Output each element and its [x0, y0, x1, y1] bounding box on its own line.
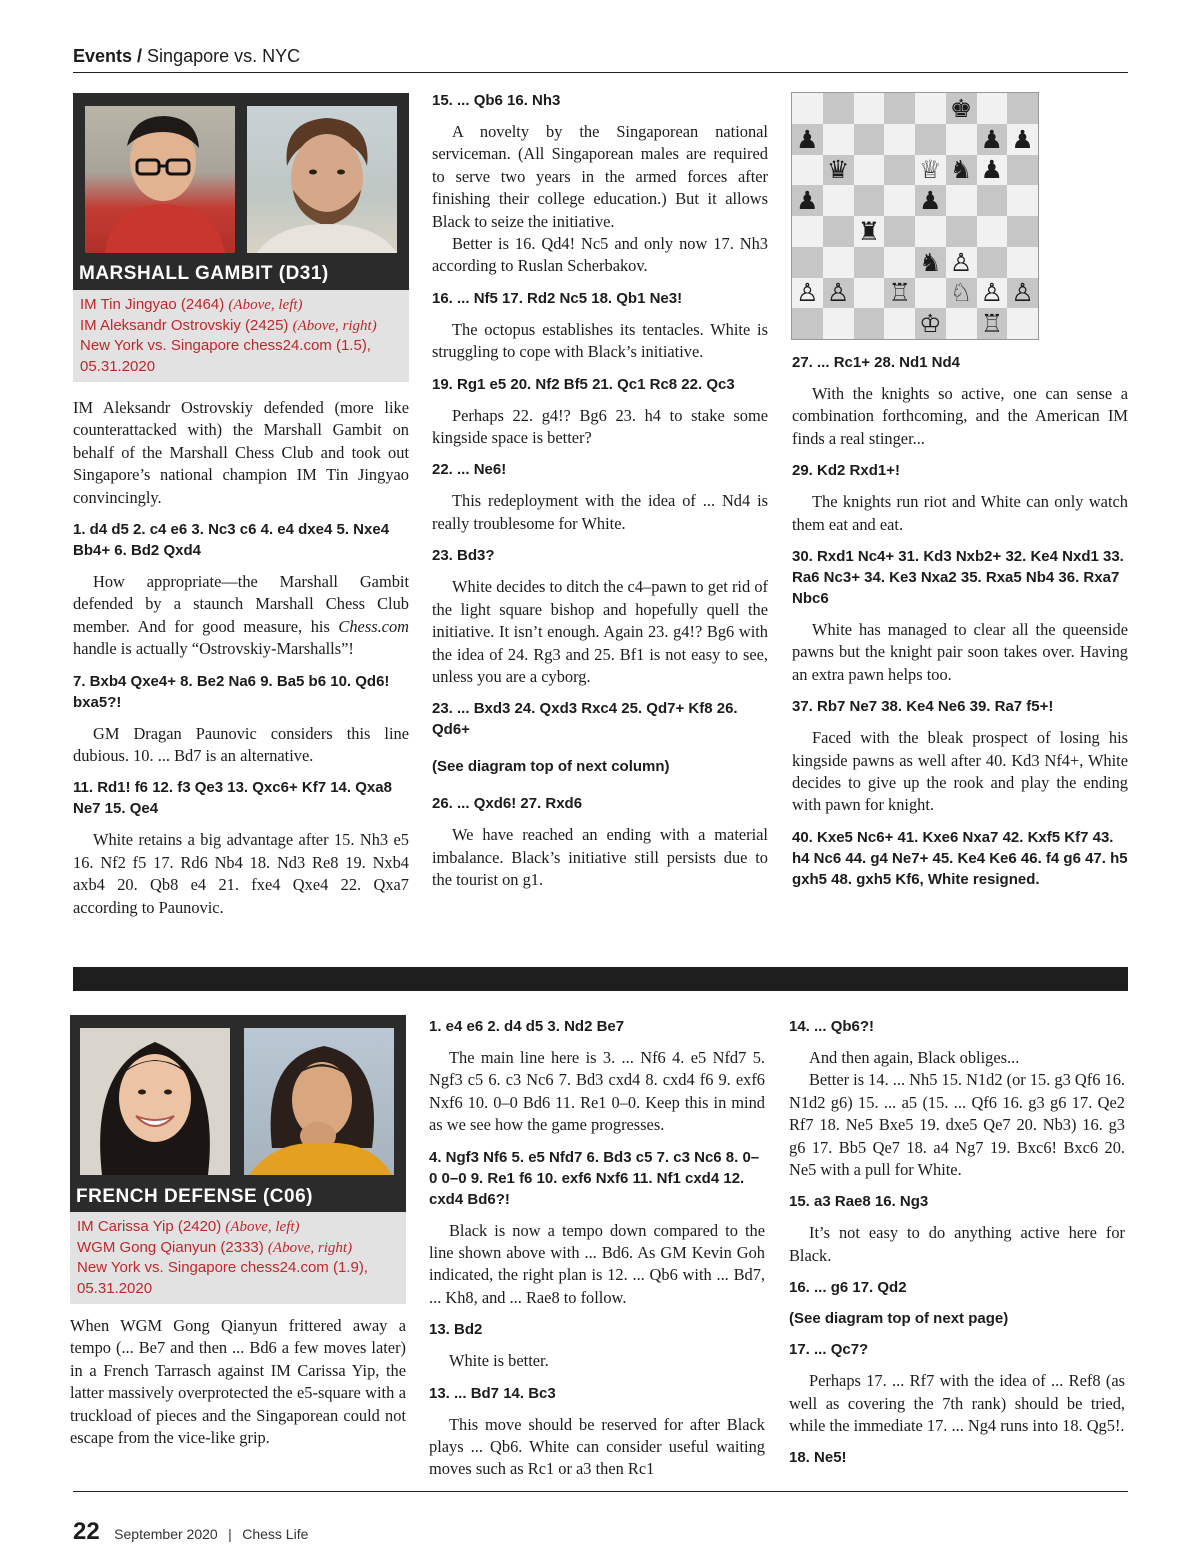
chess-piece-icon: ♟	[980, 155, 1004, 185]
move-text: 16. ... g6 17. Qd2	[789, 1279, 907, 1297]
square-h5	[1007, 185, 1038, 216]
chess-piece-icon: ♔	[919, 309, 942, 339]
annotation: We have reached an ending with a material imbalance. Black’s initiative still persists due to the tourist on g1.	[432, 825, 768, 890]
square-h7	[1007, 124, 1038, 155]
square-e2	[915, 278, 946, 309]
square-b2	[823, 278, 854, 309]
chess-piece-icon: ♙	[826, 278, 850, 308]
move-text: 16. ... Nf5 17. Rd2 Nc5 18. Qb1 Ne3!	[432, 289, 683, 307]
annotation: Black is now a tempo down compared to the line shown above with ... Bd6. As GM Kevin Goh indicated, the right plan is 12. ... Qb6 with ... Bd7, ... Kh8, and ... Rae8 to follow.	[429, 1220, 765, 1307]
annotation: This move should be reserved for after Black plays ... Qb6. White can consider useful waiting moves such as Rc1 or a3 then Rc1	[429, 1414, 765, 1479]
chess-piece-icon: ♘	[949, 278, 973, 308]
caption-event: New York vs. Singapore chess24.com (1.9), 05.31.2020	[77, 1259, 368, 1297]
player-photo-tin-jingyao	[85, 106, 235, 253]
caption-player1-note: (Above, left)	[228, 297, 303, 313]
game1-caption	[73, 290, 409, 382]
section-divider-bar	[73, 967, 1128, 991]
caption-player2-note: (Above, right)	[267, 1239, 353, 1256]
chess-piece-icon: ♙	[949, 247, 973, 277]
square-a5	[792, 185, 823, 216]
square-d8	[884, 93, 915, 124]
annotation: Perhaps 17. ... Rf7 with the idea of ... Ref8 (as well as covering the 7th rank) should be tried, while the immediate 17. ... Ng4 runs into 18. Qg5!.	[789, 1371, 1125, 1436]
header-section: Events /	[73, 46, 143, 66]
diagram-reference: (See diagram top of next column)	[432, 758, 670, 776]
square-a7	[792, 124, 823, 155]
header-rule	[73, 72, 1128, 73]
move-text: 23. ... Bxd3 24. Qxd3 Rxc4 25. Qd7+ Kf8 26. Qd6+	[432, 700, 738, 739]
move-text: 7. Bxb4 Qxe4+ 8. Be2 Na6 9. Ba5 b6 10. Qd6! bxa5?!	[73, 672, 390, 711]
game1-column-2	[432, 90, 768, 902]
square-c8	[854, 93, 885, 124]
game1-column-1	[73, 397, 409, 929]
move-text: 22. ... Ne6!	[432, 461, 507, 479]
square-b8	[823, 93, 854, 124]
move-text: 15. a3 Rae8 16. Ng3	[789, 1193, 929, 1211]
square-g6	[977, 155, 1008, 186]
chess-piece-icon: ♟	[796, 186, 819, 216]
square-e6	[915, 155, 946, 186]
move-text: 1. d4 d5 2. c4 e6 3. Nc3 c6 4. e4 dxe4 5. Nxe4 Bb4+ 6. Bd2 Qxd4	[73, 521, 390, 560]
square-h2	[1007, 278, 1038, 309]
running-header	[73, 46, 300, 67]
annotation: The knights run riot and White can only watch them eat and eat.	[792, 492, 1128, 534]
move-text: 15. ... Qb6 16. Nh3	[432, 92, 561, 109]
square-a1	[792, 308, 823, 339]
move-text: 30. Rxd1 Nc4+ 31. Kd3 Nxb2+ 32. Ke4 Nxd1 33. Ra6 Nc3+ 34. Ke3 Nxa2 35. Rxa5 Nb4 36. Rxa7 Nbc6	[792, 548, 1124, 608]
annotation: This redeployment with the idea of ... Nd4 is really troublesome for White.	[432, 491, 768, 533]
game2-photo-panel	[70, 1015, 406, 1212]
square-f6	[946, 155, 977, 186]
chess-piece-icon: ♙	[980, 278, 1004, 308]
square-c5	[854, 185, 885, 216]
move-text: 23. Bd3?	[432, 547, 495, 565]
game2-opening-title: FRENCH DEFENSE (C06)	[76, 1186, 313, 1207]
chess-piece-icon: ♟	[796, 124, 819, 154]
square-a6	[792, 155, 823, 186]
caption-player1: IM Carissa Yip (2420)	[77, 1218, 226, 1235]
move-text: 40. Kxe5 Nc6+ 41. Kxe6 Nxa7 42. Kxf5 Kf7 43. h4 Nc6 44. g4 Ne7+ 45. Ke4 Ke6 46. f4 g6 47. h5 gxh5 48. gxh5 Kf6, White resigned.	[792, 828, 1128, 888]
chess-piece-icon: ♟	[980, 124, 1004, 154]
game2-column-3	[789, 1016, 1125, 1478]
chess-diagram	[791, 92, 1039, 340]
square-h1	[1007, 308, 1038, 339]
square-d4	[884, 216, 915, 247]
game1-intro: IM Aleksandr Ostrovskiy defended (more like counterattacked with) the Marshall Gambit on behalf of the Marshall Chess Club and took out Singapore’s national champion IM Tin Jingyao convincingly.	[73, 398, 409, 507]
square-e3	[915, 247, 946, 278]
annotation: Faced with the bleak prospect of losing his kingside pawns as well after 40. Kd3 Nf4+, White decides to give up the rook and play the ending with pawn for knight.	[792, 728, 1128, 815]
move-text: 14. ... Qb6?!	[789, 1018, 875, 1035]
square-e7	[915, 124, 946, 155]
move-text: 17. ... Qc7?	[789, 1341, 869, 1359]
footer-separator: |	[228, 1526, 232, 1542]
square-f1	[946, 308, 977, 339]
move-text: 4. Ngf3 Nf6 5. e5 Nfd7 6. Bd3 c5 7. c3 Nc6 8. 0–0 0–0 9. Re1 f6 10. exf6 Nxf6 11. Nf1 cxd4 12. cxd4 Bd6?!	[429, 1148, 760, 1208]
square-a2	[792, 278, 823, 309]
game2-column-2	[429, 1016, 765, 1491]
issue-date: September 2020	[114, 1526, 218, 1542]
square-f2	[946, 278, 977, 309]
square-f3	[946, 247, 977, 278]
square-b1	[823, 308, 854, 339]
square-g7	[977, 124, 1008, 155]
game1-column-3	[792, 352, 1128, 900]
square-d7	[884, 124, 915, 155]
square-c6	[854, 155, 885, 186]
move-text: 1. e4 e6 2. d4 d5 3. Nd2 Be7	[429, 1018, 625, 1035]
player-photo-gong-qianyun	[244, 1028, 394, 1175]
annotation: White is better.	[449, 1351, 549, 1371]
square-f5	[946, 185, 977, 216]
game2-column-1	[70, 1315, 406, 1459]
chess-piece-icon: ♟	[1011, 124, 1034, 154]
magazine-name: Chess Life	[242, 1526, 309, 1542]
square-f4	[946, 216, 977, 247]
annotation: The octopus establishes its tentacles. White is struggling to cope with Black’s initiative.	[432, 319, 768, 362]
square-h8	[1007, 93, 1038, 124]
game2-caption	[70, 1212, 406, 1304]
chess-piece-icon: ♞	[919, 247, 942, 277]
annotation: Better is 16. Qd4! Nc5 and only now 17. Nh3 according to Ruslan Scherbakov.	[432, 234, 768, 276]
caption-event: New York vs. Singapore chess24.com (1.5), 05.31.2020	[80, 337, 371, 375]
move-text: 37. Rb7 Ne7 38. Ke4 Ne6 39. Ra7 f5+!	[792, 698, 1054, 716]
square-h6	[1007, 155, 1038, 186]
square-g1	[977, 308, 1008, 339]
game2-intro: When WGM Gong Qianyun frittered away a tempo (... Be7 and then ... Bd6 a few moves later) in a French Tarrasch against IM Carissa Yip, the latter massively overprotected the e5-square with a truckload of pieces and the Singaporean could not escape from the vice-like grip.	[70, 1316, 406, 1448]
player-photo-carissa-yip	[80, 1028, 230, 1175]
square-b3	[823, 247, 854, 278]
chess-piece-icon: ♞	[949, 155, 973, 185]
square-b6	[823, 155, 854, 186]
annotation: GM Dragan Paunovic considers this line dubious. 10. ... Bd7 is an alternative.	[73, 723, 409, 766]
square-e8	[915, 93, 946, 124]
square-a3	[792, 247, 823, 278]
move-text: 27. ... Rc1+ 28. Nd1 Nd4	[792, 354, 960, 371]
square-c3	[854, 247, 885, 278]
annotation: A novelty by the Singaporean national serviceman. (All Singaporean males are required to serve two years in the armed forces after finishing their college education.) But it allows Black to seize the initiative.	[432, 122, 768, 231]
annotation: The main line here is 3. ... Nf6 4. e5 Nfd7 5. Ngf3 c5 6. c3 Nc6 7. Bd3 cxd4 8. cxd4 f6 9. exf6 Nxf6 10. 0–0 Bd6 11. Re1 0–0. Keep this in mind as we see how the game progresses.	[429, 1048, 765, 1135]
move-text: 29. Kd2 Rxd1+!	[792, 462, 900, 480]
move-text: 19. Rg1 e5 20. Nf2 Bf5 21. Qc1 Rc8 22. Qc3	[432, 375, 735, 393]
game1-opening-title: MARSHALL GAMBIT (D31)	[79, 263, 329, 284]
move-text: 13. ... Bd7 14. Bc3	[429, 1384, 556, 1402]
chess-piece-icon: ♟	[919, 186, 942, 216]
square-d3	[884, 247, 915, 278]
annotation: With the knights so active, one can sense a combination forthcoming, and the American IM finds a real stinger...	[792, 384, 1128, 448]
move-text: 13. Bd2	[429, 1321, 483, 1339]
square-e4	[915, 216, 946, 247]
square-a8	[792, 93, 823, 124]
square-c4	[854, 216, 885, 247]
caption-player2-note: (Above, right)	[292, 317, 377, 334]
page-number: 22	[73, 1518, 100, 1545]
chess-piece-icon: ♕	[919, 155, 942, 185]
annotation: Better is 14. ... Nh5 15. N1d2 (or 15. g3 Qf6 16. N1d2 g6) 15. ... a5 (15. ... Qf6 16. g3 g6 17. Qe2 Rf7 18. Ne5 Bxe5 19. dxe5 Qe7 20. Nb3) 16. g3 g6 17. Bb5 Qe7 18. a4 Ng7 19. Bxc6! Bxc6 20. Ne5 with a pull for White.	[789, 1070, 1125, 1180]
caption-player2: IM Aleksandr Ostrovskiy (2425)	[80, 316, 293, 334]
annotation: White has managed to clear all the queenside pawns but the knight pair soon takes over. Having an extra pawn helps too.	[792, 620, 1128, 684]
square-g8	[977, 93, 1008, 124]
header-title: Singapore vs. NYC	[147, 46, 301, 66]
chess-piece-icon: ♙	[1011, 278, 1034, 308]
annotation: And then again, Black obliges...	[809, 1048, 1020, 1067]
page-footer	[73, 1518, 308, 1546]
chess-piece-icon: ♛	[826, 155, 850, 185]
chess-piece-icon: ♜	[857, 216, 881, 246]
square-d1	[884, 308, 915, 339]
square-f7	[946, 124, 977, 155]
square-g3	[977, 247, 1008, 278]
annotation: Perhaps 22. g4!? Bg6 23. h4 to stake some kingside space is better?	[432, 405, 768, 448]
square-b4	[823, 216, 854, 247]
square-c2	[854, 278, 885, 309]
game1-photo-panel	[73, 93, 409, 290]
square-h3	[1007, 247, 1038, 278]
square-h4	[1007, 216, 1038, 247]
chess-piece-icon: ♖	[888, 278, 911, 308]
move-text: 26. ... Qxd6! 27. Rxd6	[432, 795, 583, 813]
caption-player1: IM Tin Jingyao (2464)	[80, 296, 229, 313]
footer-rule	[73, 1491, 1128, 1492]
player-photo-aleksandr-ostrovskiy	[247, 106, 397, 253]
chess-piece-icon: ♖	[980, 309, 1004, 339]
square-d6	[884, 155, 915, 186]
caption-player2: WGM Gong Qianyun (2333)	[77, 1238, 268, 1256]
chess-piece-icon: ♙	[796, 278, 819, 308]
square-c7	[854, 124, 885, 155]
annotation: How appropriate—the Marshall Gambit defended by a staunch Marshall Chess Club member. And for good measure, his Chess.com handle is actually “Ostrovskiy-Marshalls”!	[73, 572, 409, 659]
square-b5	[823, 185, 854, 216]
diagram-reference: (See diagram top of next page)	[789, 1310, 1009, 1328]
square-f8	[946, 93, 977, 124]
chess-piece-icon: ♚	[949, 93, 973, 123]
caption-player1-note: (Above, left)	[225, 1219, 300, 1235]
square-b7	[823, 124, 854, 155]
square-d5	[884, 185, 915, 216]
square-g4	[977, 216, 1008, 247]
square-e5	[915, 185, 946, 216]
square-a4	[792, 216, 823, 247]
square-c1	[854, 308, 885, 339]
annotation: It’s not easy to do anything active here for Black.	[789, 1223, 1125, 1265]
move-text: 18. Ne5!	[789, 1449, 847, 1467]
annotation: White retains a big advantage after 15. Nh3 e5 16. Nf2 f5 17. Rd6 Nb4 18. Nd3 Re8 19. Nxb4 axb4 20. Qb8 e4 21. fxe4 Qxe4 22. Qxa7 according to Paunovic.	[73, 830, 409, 917]
annotation: White decides to ditch the c4–pawn to get rid of the light square bishop and hopefully quell the initiative. It isn’t enough. Again 23. g4!? Bg6 with the idea of 24. Rg3 and 25. Bf1 is not easy to see, unless you are a cyborg.	[432, 577, 768, 686]
move-text: 11. Rd1! f6 12. f3 Qe3 13. Qxc6+ Kf7 14. Qxa8 Ne7 15. Qe4	[73, 779, 392, 818]
square-g5	[977, 185, 1008, 216]
square-g2	[977, 278, 1008, 309]
square-e1	[915, 308, 946, 339]
square-d2	[884, 278, 915, 309]
